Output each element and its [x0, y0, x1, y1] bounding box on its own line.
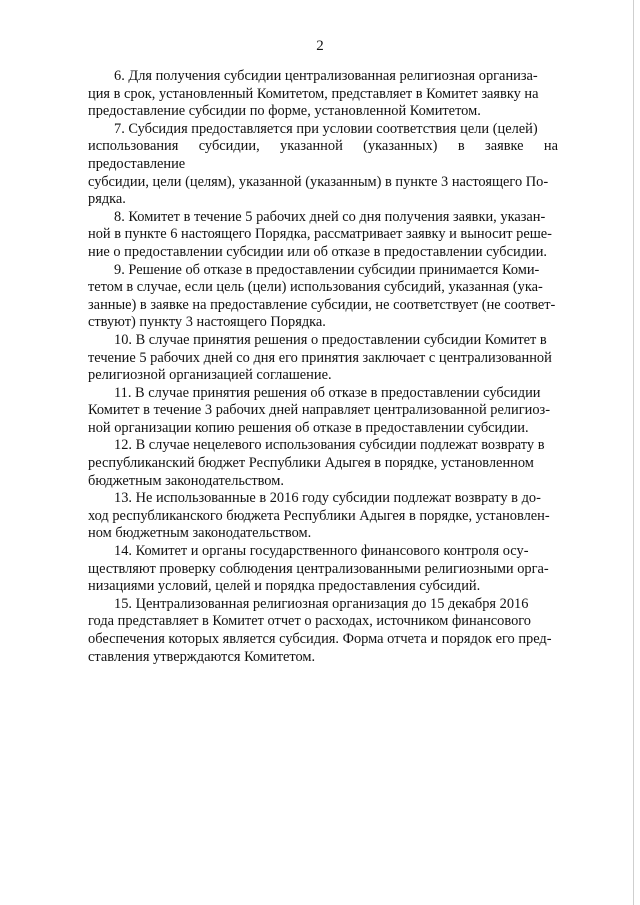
paragraph-8: 8. Комитет в течение 5 рабочих дней со дня получения заявки, указан- ной в пункте 6 настоящего Порядка, рассматривает заявку и выносит реше- ние о предоставлении субсидии или об отказе в предоставлении субсидии.: [88, 208, 552, 260]
paragraph-15: 15. Централизованная религиозная организация до 15 декабря 2016 года представляет в Комитет отчет о расходах, источником финансового обеспечения которых является субсидия. Форма отчета и порядок его пред- ставления утверждаются Комитетом.: [88, 595, 552, 665]
paragraph-12: 12. В случае нецелевого использования субсидии подлежат возврату в республиканский бюджет Республики Адыгея в порядке, установленном бюджетным законодательством.: [88, 437, 545, 489]
scan-edge-line: [633, 0, 634, 905]
paragraph-10: 10. В случае принятия решения о предоставлении субсидии Комитет в течение 5 рабочих дней со дня его принятия заключает с централизованной религиозной организацией соглашение.: [88, 331, 552, 384]
paragraph-13: 13. Не использованные в 2016 году субсидии подлежат возврату в до- ход республиканского бюджета Республики Адыгея в порядке, установлен- ном бюджетным законодательством.: [88, 490, 550, 542]
paragraph-7: 7. Субсидия предоставляется при условии соответствия цели (целей) использования субсидии, указанной (указанных) в заявке на предоставление субсидии, цели (целям), указанной (указанным) в пункте 3 настоящего По- рядка.: [88, 120, 558, 208]
paragraph-14: 14. Комитет и органы государственного финансового контроля осу- ществляют проверку соблюдения централизованными религиозными орга- низациями условий, целей и порядка предоставления субсидий.: [88, 543, 549, 595]
paragraph-9: 9. Решение об отказе в предоставлении субсидии принимается Коми- тетом в случае, если цель (цели) использования субсидий, указанная (ука- занные) в заявке на предоставление субсидии, не соответствует (не соответ- ствуют) пункту 3 настоящего Порядка.: [88, 261, 556, 331]
document-body: [88, 68, 558, 666]
paragraph-11: 11. В случае принятия решения об отказе в предоставлении субсидии Комитет в течение 3 рабочих дней направляет централизованной религиоз- ной организации копию решения об отказе в предоставлении субсидии.: [88, 384, 550, 436]
page-number: 2: [316, 38, 324, 54]
paragraph-6: 6. Для получения субсидии централизованная религиозная организа- ция в срок, установленный Комитетом, представляет в Комитет заявку на предоставление субсидии по форме, установленной Комитетом.: [88, 68, 539, 120]
